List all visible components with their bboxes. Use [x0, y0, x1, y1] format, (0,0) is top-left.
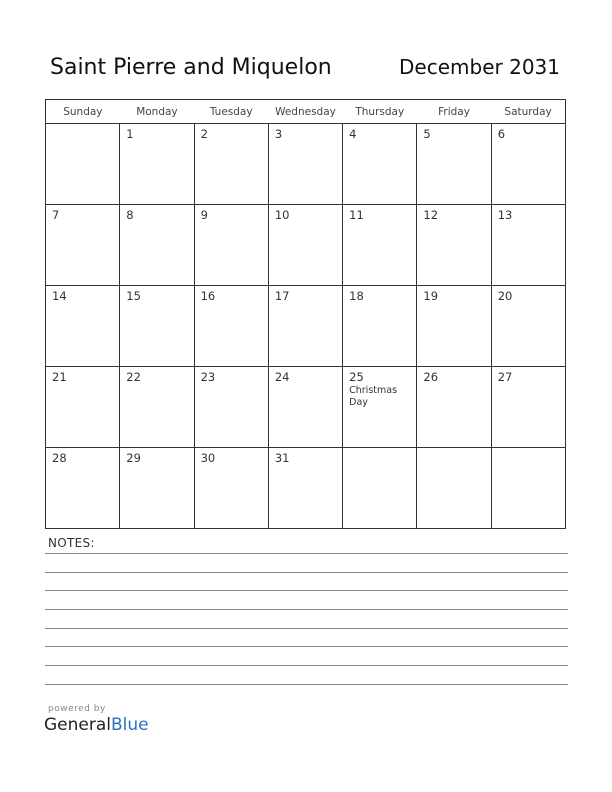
notes-line	[45, 684, 568, 685]
day-cell	[268, 205, 342, 286]
week-row-4	[46, 367, 566, 448]
day-number: 27	[497, 370, 513, 384]
week-row-1	[46, 124, 566, 205]
day-cell	[46, 367, 120, 448]
day-cell	[343, 286, 417, 367]
day-cell	[120, 286, 194, 367]
weekday-monday: Monday	[120, 100, 194, 124]
weekday-tuesday: Tuesday	[194, 100, 268, 124]
day-number: 7	[52, 208, 60, 222]
day-cell	[417, 124, 491, 205]
day-cell	[268, 286, 342, 367]
day-cell	[120, 124, 194, 205]
powered-by-text: powered by	[48, 704, 106, 714]
day-cell	[194, 124, 268, 205]
day-number: 10	[274, 208, 290, 222]
day-cell	[343, 205, 417, 286]
day-cell	[46, 124, 120, 205]
day-cell	[417, 367, 491, 448]
week-row-3	[46, 286, 566, 367]
notes-line	[45, 553, 568, 554]
footer-brand	[44, 704, 149, 735]
day-number: 15	[126, 289, 141, 303]
day-cell	[491, 205, 565, 286]
day-cell	[46, 205, 120, 286]
day-cell	[268, 367, 342, 448]
calendar-grid	[45, 99, 566, 529]
day-cell	[194, 286, 268, 367]
day-cell	[491, 124, 565, 205]
notes-line	[45, 628, 568, 629]
day-number: 3	[274, 127, 283, 141]
day-number: 28	[52, 451, 67, 465]
weekday-thursday: Thursday	[343, 100, 417, 124]
day-number: 12	[423, 208, 439, 222]
day-cell	[491, 286, 565, 367]
day-number: 25	[349, 370, 364, 384]
day-number: 13	[497, 208, 513, 222]
day-cell	[194, 367, 268, 448]
weekday-friday: Friday	[417, 100, 491, 124]
notes-line	[45, 609, 568, 610]
day-number: 21	[52, 370, 67, 384]
week-row-5	[46, 448, 566, 529]
day-number: 9	[200, 208, 208, 222]
day-cell	[46, 286, 120, 367]
day-number: 11	[349, 208, 364, 222]
day-cell	[417, 448, 491, 529]
day-number: 16	[200, 289, 216, 303]
day-number: 17	[274, 289, 290, 303]
day-number: 6	[497, 127, 506, 141]
day-cell	[120, 205, 194, 286]
holiday-label: Christmas Day	[349, 385, 398, 408]
day-cell	[268, 448, 342, 529]
day-cell	[417, 286, 491, 367]
day-number: 23	[200, 370, 216, 384]
day-number: 31	[274, 451, 290, 465]
weekday-saturday: Saturday	[491, 100, 565, 124]
day-cell	[491, 367, 565, 448]
weekday-sunday: Sunday	[46, 100, 120, 124]
day-number: 24	[274, 370, 290, 384]
calendar-month-title: December 2031	[399, 55, 560, 79]
day-cell	[194, 448, 268, 529]
day-number: 1	[126, 127, 134, 141]
day-cell	[268, 124, 342, 205]
day-cell	[417, 205, 491, 286]
day-number: 20	[497, 289, 513, 303]
day-cell	[343, 448, 417, 529]
day-cell	[46, 448, 120, 529]
day-number: 4	[349, 127, 357, 141]
day-number: 2	[200, 127, 208, 141]
brand-blue: Blue	[111, 715, 149, 735]
day-cell	[343, 367, 417, 448]
notes-line	[45, 665, 568, 666]
notes-line	[45, 572, 568, 573]
day-number: 8	[126, 208, 134, 222]
calendar-country-title: Saint Pierre and Miquelon	[50, 55, 332, 80]
day-number: 30	[200, 451, 216, 465]
day-cell	[343, 124, 417, 205]
day-number: 18	[349, 289, 364, 303]
day-number: 14	[52, 289, 67, 303]
day-cell	[120, 367, 194, 448]
day-number: 22	[126, 370, 141, 384]
week-row-2	[46, 205, 566, 286]
notes-line	[45, 590, 568, 591]
day-cell	[120, 448, 194, 529]
day-cell	[194, 205, 268, 286]
day-cell	[491, 448, 565, 529]
weekday-wednesday: Wednesday	[268, 100, 342, 124]
brand-general: General	[44, 715, 111, 735]
notes-label: NOTES:	[48, 536, 95, 550]
day-number: 5	[423, 127, 431, 141]
day-number: 29	[126, 451, 141, 465]
notes-line	[45, 646, 568, 647]
day-number: 26	[423, 370, 439, 384]
weekday-header-row	[46, 100, 566, 124]
day-number: 19	[423, 289, 439, 303]
generalblue-logo	[44, 715, 149, 735]
